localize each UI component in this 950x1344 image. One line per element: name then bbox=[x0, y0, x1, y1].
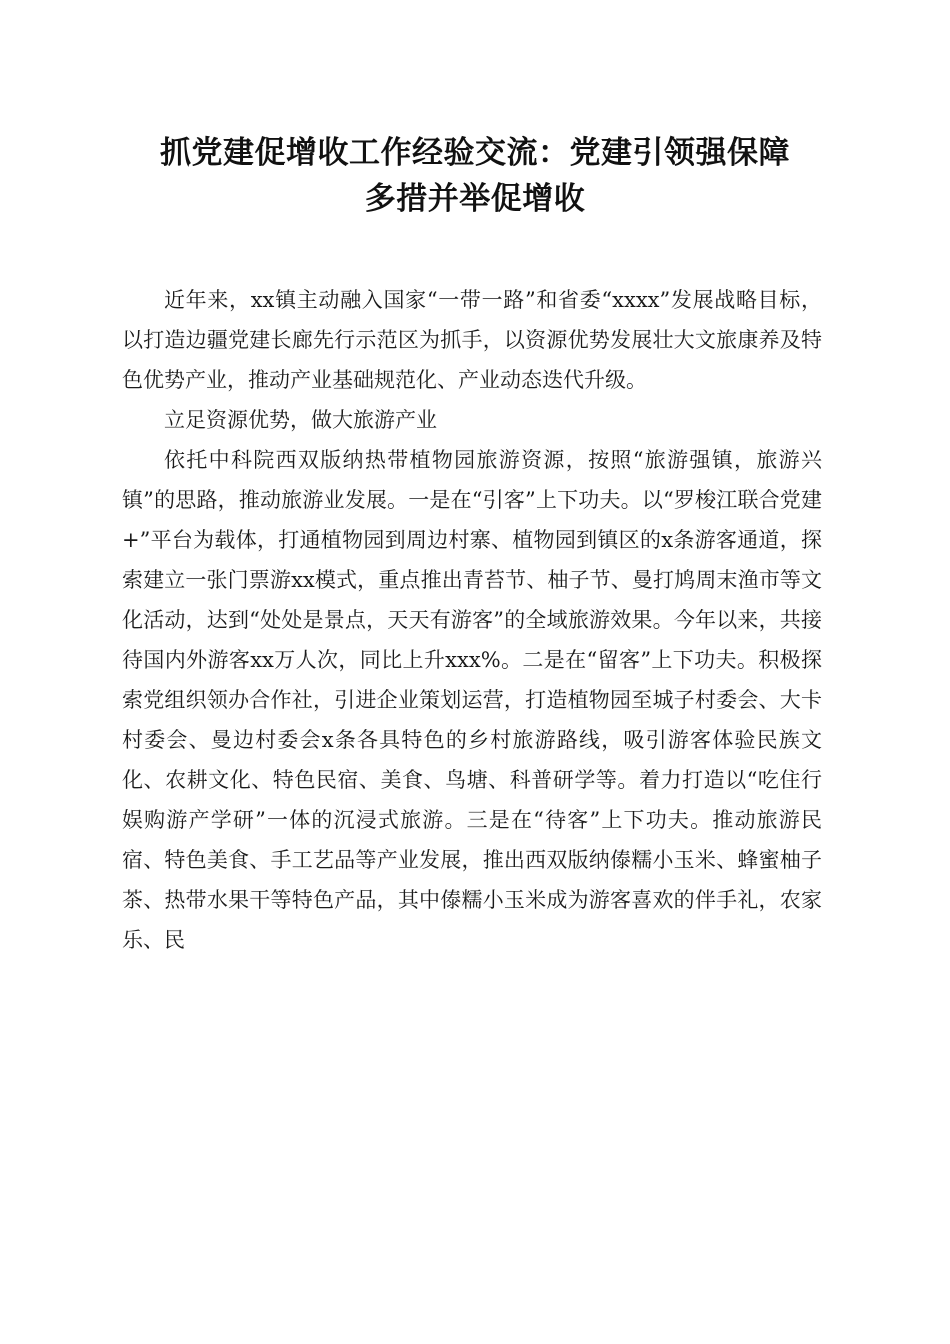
title-line-1: 抓党建促增收工作经验交流：党建引领强保障 bbox=[160, 135, 790, 171]
section-subheading: 立足资源优势，做大旅游产业 bbox=[164, 408, 437, 432]
paragraph-intro: 近年来，xx镇主动融入国家“一带一路”和省委“xxxx”发展战略目标，以打造边疆党建长廊先行示范区为抓手，以资源优势发展壮大文旅康养及特色优势产业，推动产业基础规范化、产业动态迭代升级。 bbox=[122, 288, 822, 392]
document-title bbox=[100, 130, 850, 222]
title-line-2: 多措并举促增收 bbox=[364, 181, 586, 217]
paragraph-tourism: 依托中科院西双版纳热带植物园旅游资源，按照“旅游强镇，旅游兴镇”的思路，推动旅游业发展。一是在“引客”上下功夫。以“罗梭江联合党建+”平台为载体，打通植物园到周边村寨、植物园到镇区的x条游客通道，探索建立一张门票游xx模式，重点推出青苔节、柚子节、曼打鸠周末渔市等文化活动，达到“处处是景点，天天有游客”的全域旅游效果。今年以来，共接待国内外游客xx万人次，同比上升xxx%。二是在“留客”上下功夫。积极探索党组织领办合作社，引进企业策划运营，打造植物园至城子村委会、大卡村委会、曼边村委会x条各具特色的乡村旅游路线，吸引游客体验民族文化、农耕文化、特色民宿、美食、鸟塘、科普研学等。着力打造以“吃住行娱购游产学研”一体的沉浸式旅游。三是在“待客”上下功夫。推动旅游民宿、特色美食、手工艺品等产业发展，推出西双版纳傣糯小玉米、蜂蜜柚子茶、热带水果干等特色产品，其中傣糯小玉米成为游客喜欢的伴手礼，农家乐、民 bbox=[122, 448, 822, 952]
document-body bbox=[122, 280, 822, 960]
